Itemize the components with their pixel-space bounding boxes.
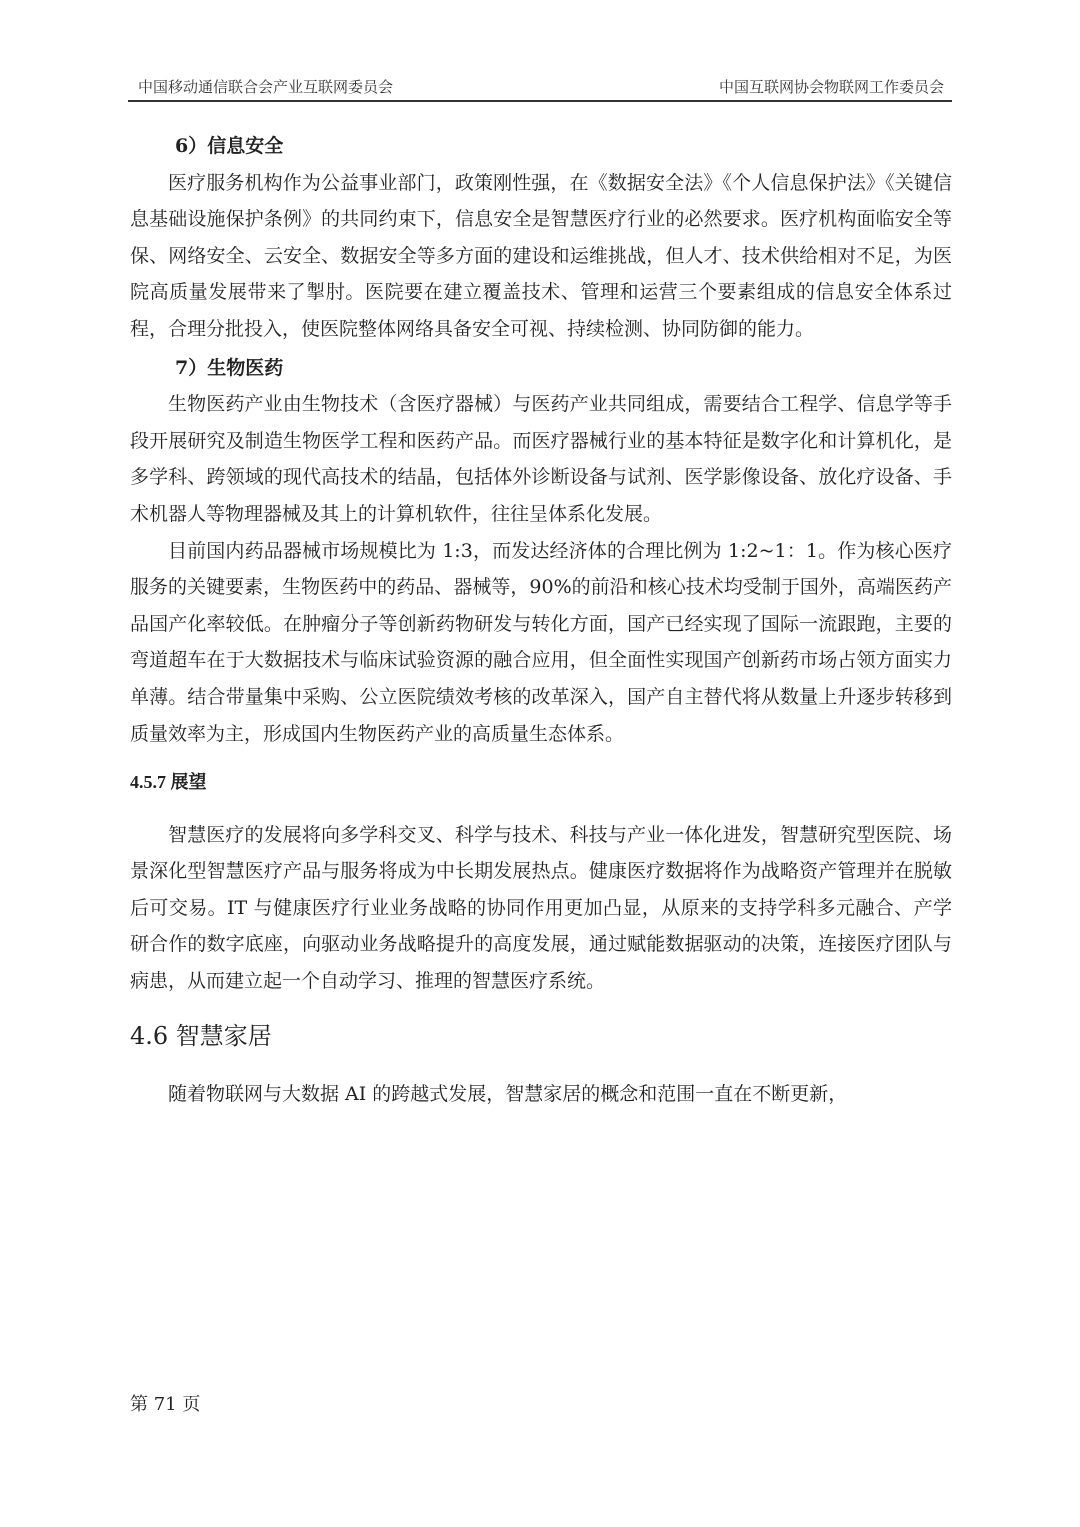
paragraph: 医疗服务机构作为公益事业部门，政策刚性强，在《数据安全法》《个人信息保护法》《关键信息基础设施保护条例》的共同约束下，信息安全是智慧医疗行业的必然要求。医疗机构面临安全等保、网络安全、云安全、数据安全等多方面的建设和运维挑战，但人才、技术供给相对不足，为医院高质量发展带来了掣肘。医院要在建立覆盖技术、管理和运营三个要素组成的信息安全体系过程，合理分批投入，使医院整体网络具备安全可视、持续检测、协同防御的能力。 [130,171,952,340]
chapter-heading-smart-home: 4.6 智慧家居 [130,1021,272,1050]
section-heading-outlook: 4.5.7 展望 [130,772,207,793]
page-header [128,72,952,102]
page-number: 第 71 页 [130,1394,201,1415]
paragraph: 目前国内药品器械市场规模比为 1:3，而发达经济体的合理比例为 1:2~1：1。作为核心医疗服务的关键要素，生物医药中的药品、器械等，90%的前沿和核心技术均受制于国外，高端医药产品国产化率较低。在肿瘤分子等创新药物研发与转化方面，国产已经实现了国际一流跟跑，主要的弯道超车在于大数据技术与临床试验资源的融合应用，但全面性实现国产创新药市场占领方面实力单薄。结合带量集中采购、公立医院绩效考核的改革深入，国产自主替代将从数量上升逐步转移到质量效率为主，形成国内生物医药产业的高质量生态体系。 [130,539,952,745]
header-left-org: 中国移动通信联合会产业互联网委员会 [138,78,394,96]
paragraph: 智慧医疗的发展将向多学科交叉、科学与技术、科技与产业一体化进发，智慧研究型医院、场景深化型智慧医疗产品与服务将成为中长期发展热点。健康医疗数据将作为战略资产管理并在脱敏后可交易。IT 与健康医疗行业业务战略的协同作用更加凸显，从原来的支持学科多元融合、产学研合作的数字底座，向驱动业务战略提升的高度发展，通过赋能数据驱动的决策，连接医疗团队与病患，从而建立起一个自动学习、推理的智慧医疗系统。 [130,823,952,993]
section-heading-biomedicine: 7）生物医药 [175,356,284,379]
section-heading-info-security: 6）信息安全 [175,135,284,157]
header-right-org: 中国互联网协会物联网工作委员会 [718,78,944,96]
paragraph: 生物医药产业由生物技术（含医疗器械）与医药产业共同组成，需要结合工程学、信息学等手段开展研究及制造生物医学工程和医药产品。而医疗器械行业的基本特征是数字化和计算机化，是多学科、跨领域的现代高技术的结晶，包括体外诊断设备与试剂、医学影像设备、放化疗设备、手术机器人等物理器械及其上的计算机软件，往往呈体系化发展。 [130,393,952,525]
page-content [130,128,952,1113]
paragraph: 随着物联网与大数据 AI 的跨越式发展，智慧家居的概念和范围一直在不断更新， [168,1083,848,1106]
